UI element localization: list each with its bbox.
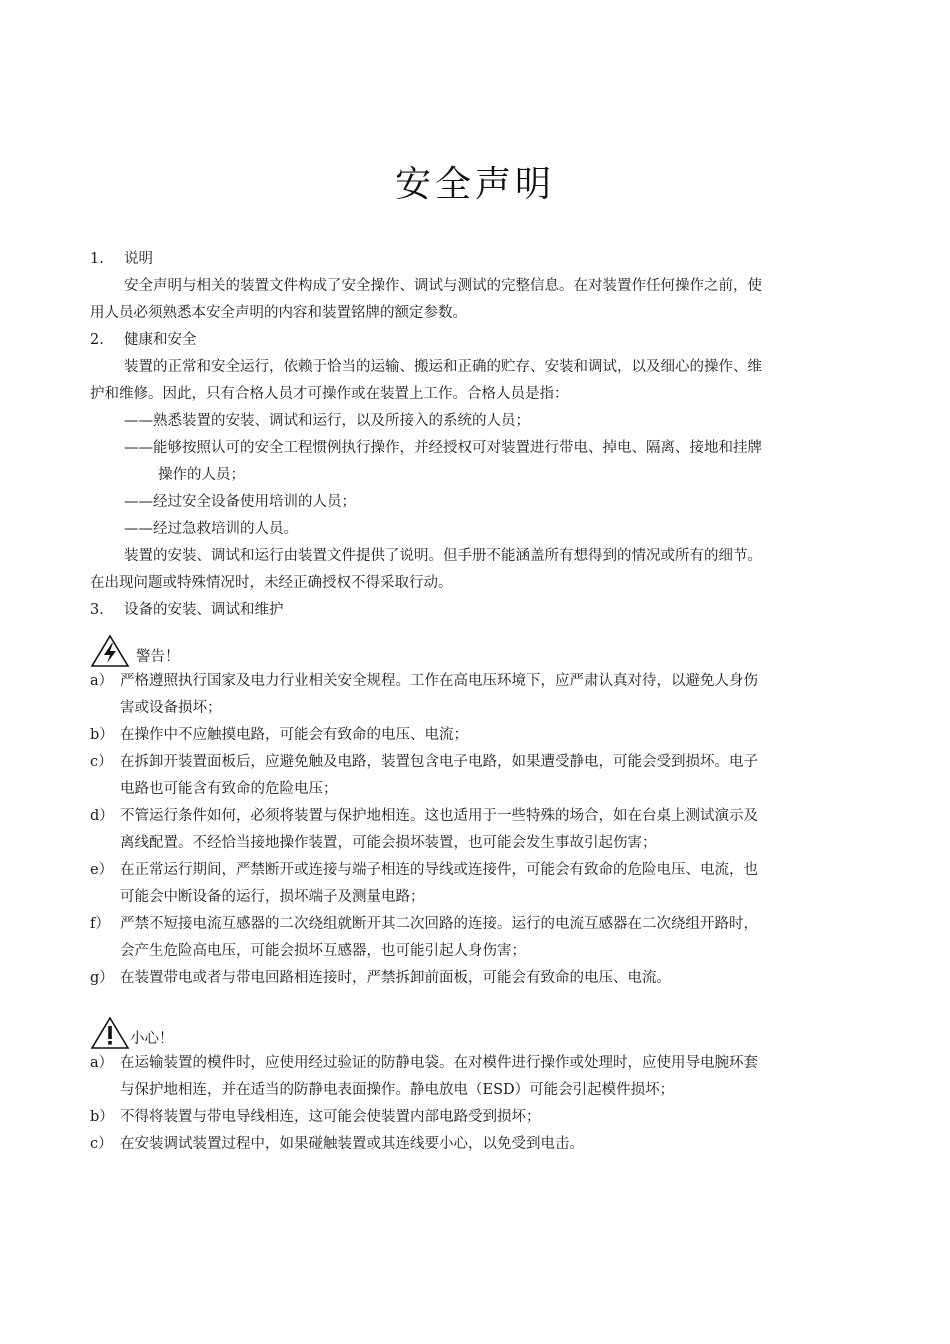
paragraph-line: 装置的正常和安全运行，依赖于恰当的运输、搬运和正确的贮存、安装和调试，以及细心的操作、维 xyxy=(124,359,762,375)
list-item xyxy=(90,668,860,722)
list-item-text: 在正常运行期间，严禁断开或连接与端子相连的导线或连接件，可能会有致命的危险电压、电流，也 xyxy=(120,862,758,878)
list-marker: f） xyxy=(90,916,110,932)
list-item-text: 在操作中不应触摸电路，可能会有致命的电压、电流； xyxy=(120,727,468,743)
list-marker: c） xyxy=(90,1136,113,1152)
list-marker: a） xyxy=(90,673,114,689)
list-item-text: 害或设备损坏； xyxy=(120,700,222,716)
exclamation-warning-icon xyxy=(90,1016,130,1050)
paragraph-line: 用人员必须熟悉本安全声明的内容和装置铭牌的额定参数。 xyxy=(90,305,467,321)
dash-item: ——熟悉装置的安装、调试和运行，以及所接入的系统的人员； xyxy=(124,413,530,429)
list-marker: b） xyxy=(90,1109,114,1125)
section-1-heading xyxy=(90,246,860,273)
dash-item-continued: 操作的人员； xyxy=(158,467,245,483)
section-number: 2. xyxy=(90,332,104,348)
dash-item: ——经过安全设备使用培训的人员； xyxy=(124,494,356,510)
list-item xyxy=(90,911,860,965)
warning-label: 警告！ xyxy=(136,649,180,665)
list-item-text: 电路也可能含有致命的危险电压； xyxy=(120,781,338,797)
list-marker: b） xyxy=(90,727,114,743)
list-item-text: 在拆卸开装置面板后，应避免触及电路，装置包含电子电路，如果遭受静电，可能会受到损坏。电子 xyxy=(120,754,758,770)
caution-label: 小心！ xyxy=(130,1031,174,1047)
list-item-text: 在运输装置的模件时，应使用经过验证的防静电袋。在对模件进行操作或处理时，应使用导电腕环套 xyxy=(120,1055,758,1071)
list-item xyxy=(90,965,860,992)
list-marker: e） xyxy=(90,862,114,878)
list-item-text: 不得将装置与带电导线相连，这可能会使装置内部电路受到损坏； xyxy=(120,1109,541,1125)
dash-item: ——经过急救培训的人员。 xyxy=(124,521,298,537)
section-number: 3. xyxy=(90,602,104,618)
paragraph-line: 装置的安装、调试和运行由装置文件提供了说明。但手册不能涵盖所有想得到的情况或所有的细节。 xyxy=(124,548,762,564)
section-number: 1. xyxy=(90,251,104,267)
list-item xyxy=(90,803,860,857)
warning-header xyxy=(90,628,860,668)
list-item-text: 可能会中断设备的运行，损坏端子及测量电路； xyxy=(120,889,425,905)
list-item-text: 离线配置。不经恰当接地操作装置，可能会损坏装置，也可能会发生事故引起伤害； xyxy=(120,835,657,851)
list-item xyxy=(90,1104,860,1131)
list-item-text: 不管运行条件如何，必须将装置与保护地相连。这也适用于一些特殊的场合，如在台桌上测试演示及 xyxy=(120,808,758,824)
paragraph-line: 安全声明与相关的装置文件构成了安全操作、调试与测试的完整信息。在对装置作任何操作之前，使 xyxy=(124,278,762,294)
list-item-text: 与保护地相连，并在适当的防静电表面操作。静电放电（ESD）可能会引起模件损坏； xyxy=(120,1082,675,1098)
list-item-text: 在安装调试装置过程中，如果碰触装置或其连线要小心，以免受到电击。 xyxy=(120,1136,584,1152)
list-marker: a） xyxy=(90,1055,114,1071)
warning-list xyxy=(90,668,860,992)
list-item xyxy=(90,749,860,803)
list-item-text: 在装置带电或者与带电回路相连接时，严禁拆卸前面板，可能会有致命的电压、电流。 xyxy=(120,970,671,986)
section-2-heading xyxy=(90,327,860,354)
section-3-heading xyxy=(90,597,860,624)
section-title: 设备的安装、调试和维护 xyxy=(124,602,284,618)
caution-header xyxy=(90,1010,860,1050)
list-item-text: 严格遵照执行国家及电力行业相关安全规程。工作在高电压环境下，应严肃认真对待，以避免人身伤 xyxy=(120,673,758,689)
list-marker: c） xyxy=(90,754,113,770)
paragraph-line: 在出现问题或特殊情况时，未经正确授权不得采取行动。 xyxy=(90,575,453,591)
high-voltage-warning-icon xyxy=(90,634,130,668)
caution-list xyxy=(90,1050,860,1158)
list-marker: g） xyxy=(90,970,114,986)
dash-item: ——能够按照认可的安全工程惯例执行操作，并经授权可对装置进行带电、掉电、隔离、接地和挂牌 xyxy=(124,440,762,456)
paragraph-line: 护和维修。因此，只有合格人员才可操作或在装置上工作。合格人员是指： xyxy=(90,386,569,402)
list-item xyxy=(90,1050,860,1104)
section-title: 说明 xyxy=(124,251,153,267)
document-body xyxy=(90,246,860,1158)
list-marker: d） xyxy=(90,808,114,824)
list-item-text: 会产生危险高电压，可能会损坏互感器，也可能引起人身伤害； xyxy=(120,943,526,959)
list-item xyxy=(90,722,860,749)
list-item xyxy=(90,857,860,911)
list-item xyxy=(90,1131,860,1158)
list-item-text: 严禁不短接电流互感器的二次绕组就断开其二次回路的连接。运行的电流互感器在二次绕组开路时， xyxy=(120,916,758,932)
section-title: 健康和安全 xyxy=(124,332,197,348)
page-title: 安全声明 xyxy=(394,164,555,205)
